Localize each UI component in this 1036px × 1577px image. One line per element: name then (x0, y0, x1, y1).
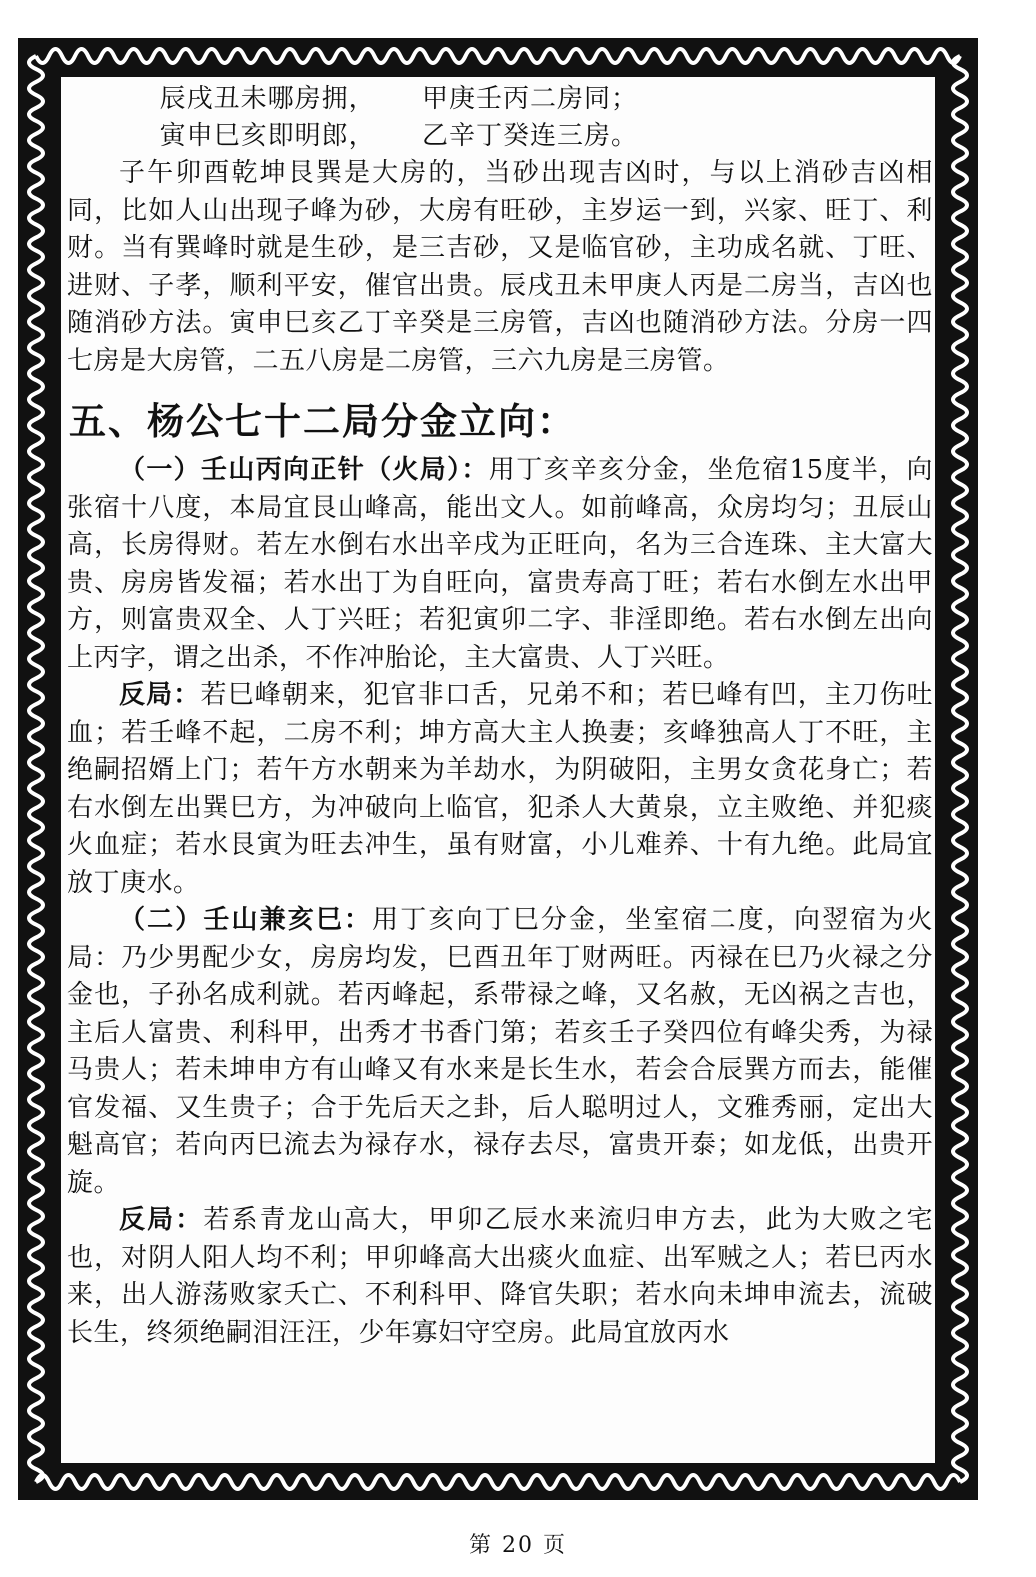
poem-line-1 (67, 81, 933, 118)
page-number: 第 20 页 (469, 1533, 567, 1558)
fan2-label: 反局： (119, 1205, 204, 1235)
sec1-body: 用丁亥辛亥分金，坐危宿15度半，向张宿十八度，本局宜艮山峰高，能出文人。如前峰高，众房均匀；丑辰山高，长房得财。若左水倒右水出辛戌为正旺向，名为三合连珠、主大富大贵、房房皆发福；若水出丁为自旺向，富贵寿高丁旺；若右水倒左水出甲方，则富贵双全、人丁兴旺；若犯寅卯二字、非淫即绝。若右水倒左出向上丙字，谓之出杀，不作冲胎论，主大富贵、人丁兴旺。 (67, 455, 933, 673)
paragraph-sec2 (67, 902, 933, 1202)
fan1-label: 反局： (119, 680, 201, 710)
poem-line-2b: 乙辛丁癸连三房。 (422, 121, 639, 151)
poem-line-1b: 甲庚壬丙二房同； (422, 84, 639, 114)
wave-stroke (953, 56, 967, 1482)
paragraph-fan1 (67, 677, 933, 902)
sec2-body: 用丁亥向丁巳分金，坐室宿二度，向翌宿为火局：乃少男配少女，房房均发，巳酉丑年丁财两旺。丙禄在巳乃火禄之分金也，子孙名成利就。若丙峰起，系带禄之峰，又名赦，无凶祸之吉也，主后人富贵、利科甲，出秀才书香门第；若亥壬子癸四位有峰尖秀，为禄马贵人；若未坤申方有山峰又有水来是长生水，若会合辰巽方而去，能催官发福、又生贵子；合于先后天之卦，后人聪明过人，文雅秀丽，定出大魁高官；若向丙巳流去为禄存水，禄存去尽，富贵开泰；如龙低，出贵开旋。 (67, 905, 933, 1198)
poem-line-2 (67, 118, 933, 155)
wave-stroke (29, 56, 43, 1482)
decorative-border-frame (18, 38, 978, 1500)
wave-stroke (36, 49, 960, 63)
paragraph-fan2 (67, 1202, 933, 1352)
page-content (67, 81, 933, 1352)
section-heading: 五、杨公七十二局分金立向： (69, 399, 576, 443)
fan1-body: 若巳峰朝来，犯官非口舌，兄弟不和；若巳峰有凹，主刀伤吐血；若壬峰不起，二房不利；坤方高大主人换妻；亥峰独高人丁不旺，主绝嗣招婿上门；若午方水朝来为羊劫水，为阴破阳，主男女贪花身亡；若右水倒左出巽巳方，为冲破向上临官，犯杀人大黄泉，立主败绝、并犯痰火血症；若水艮寅为旺去冲生，虽有财富，小儿难养、十有九绝。此局宜放丁庚水。 (67, 680, 933, 898)
sec1-title: （一）壬山丙向正针（火局）： (119, 455, 489, 485)
poem-line-2a: 寅申巳亥即明郎， (159, 121, 376, 151)
poem-line-1a: 辰戌丑未哪房拥， (159, 84, 376, 114)
sec2-title: （二）壬山兼亥巳： (119, 905, 373, 935)
paragraph-fangfen: 子午卯酉乾坤艮巽是大房的，当砂出现吉凶时，与以上消砂吉凶相同，比如人山出现子峰为砂，大房有旺砂，主岁运一到，兴家、旺丁、利财。当有巽峰时就是生砂，是三吉砂，又是临官砂，主功成名就、丁旺、进财、子孝，顺利平安，催官出贵。辰戌丑未甲庚人丙是二房当，吉凶也随消砂方法。寅申巳亥乙丁辛癸是三房管，吉凶也随消砂方法。分房一四七房是大房管，二五八房是二房管，三六九房是三房管。 (67, 158, 933, 376)
paragraph-sec1 (67, 452, 933, 677)
text-panel (58, 74, 938, 1466)
wave-stroke (36, 1475, 960, 1489)
fan2-body: 若系青龙山高大，甲卯乙辰水来流归申方去，此为大败之宅也，对阴人阳人均不利；甲卯峰高大出痰火血症、出军贼之人；若巳丙水来，出人游荡败家夭亡、不利科甲、降官失职；若水向未坤申流去，流破长生，终须绝嗣泪汪汪，少年寡妇守空房。此局宜放丙水 (67, 1205, 933, 1348)
